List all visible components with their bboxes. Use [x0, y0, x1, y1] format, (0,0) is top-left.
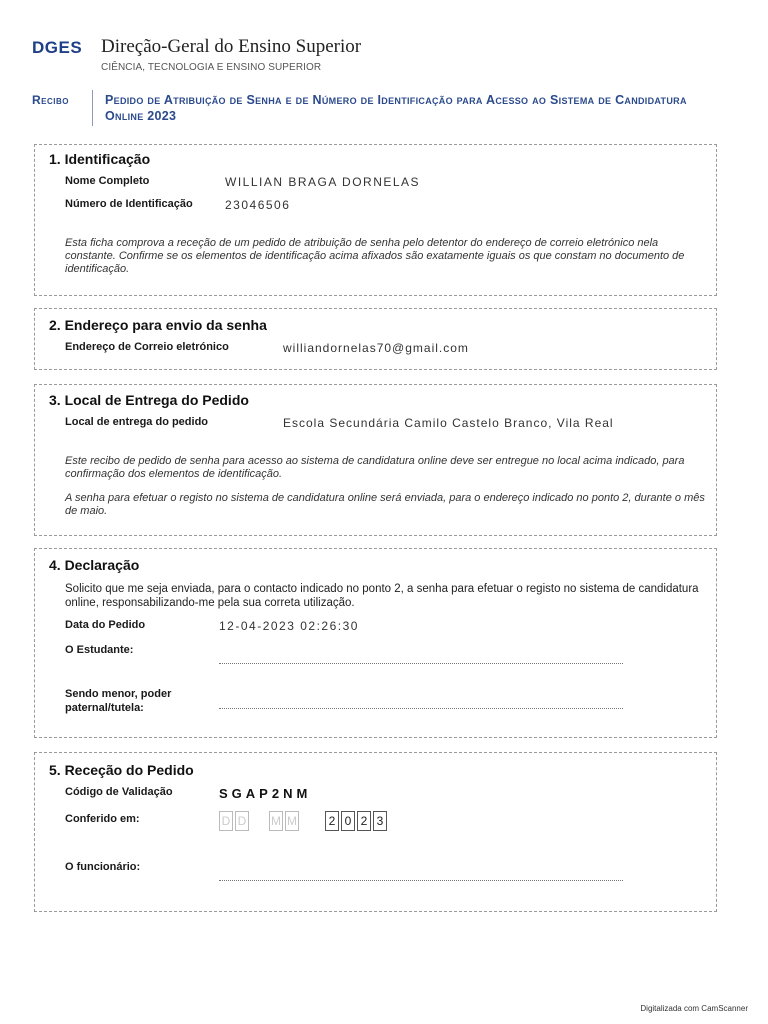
- year-digit-box: 2: [325, 811, 339, 831]
- day-box: D: [219, 811, 233, 831]
- year-digit-box: 3: [373, 811, 387, 831]
- year-digit-box: 0: [341, 811, 355, 831]
- request-date-label: Data do Pedido: [65, 619, 146, 631]
- id-value: 23046506: [225, 198, 291, 212]
- recibo-label: Recibo: [32, 93, 70, 107]
- identification-note: Esta ficha comprova a receção de um pedido de atribuição de senha pelo detentor do endereço de correio eletrónico nela constante. Confirme se os elementos de identificação acima afixados são exatamente iguais os que constam no documento de identificação.: [65, 237, 685, 275]
- student-signature-label: O Estudante:: [65, 644, 134, 656]
- scanner-watermark: Digitalizada com CamScanner: [640, 1004, 748, 1013]
- section-declaration: [34, 548, 717, 738]
- organization-title: Direção-Geral do Ensino Superior: [101, 36, 362, 57]
- password-note: A senha para efetuar o registo no sistema de candidatura online será enviada, para o endereço indicado no ponto 2, durante o mês de maio.: [65, 492, 705, 517]
- dges-logo: DGES: [32, 38, 83, 57]
- validation-code-label: Código de Validação: [65, 786, 173, 798]
- section-title: 1. Identificação: [49, 151, 151, 167]
- declaration-text: Solicito que me seja enviada, para o contacto indicado no ponto 2, a senha para efetuar o registo no sistema de candidatura online, responsabilizando-me pela sua correta utilização.: [65, 583, 699, 609]
- id-label: Número de Identificação: [65, 198, 193, 210]
- document-title: Pedido de Atribuição de Senha e de Número de Identificação para Acesso ao Sistema de Candidatura Online 2023: [105, 93, 687, 123]
- validation-code-value: SGAP2NM: [219, 786, 312, 801]
- checked-date-boxes: [219, 811, 409, 831]
- delivery-note: Este recibo de pedido de senha para acesso ao sistema de candidatura online deve ser entregue no local acima indicado, para confirmação dos elementos de identificação.: [65, 455, 685, 480]
- day-box: D: [235, 811, 249, 831]
- section-title: 5. Receção do Pedido: [49, 762, 194, 778]
- student-signature-line: [219, 663, 623, 664]
- location-label: Local de entrega do pedido: [65, 416, 209, 428]
- header-divider: [92, 90, 93, 126]
- year-digit-box: 2: [357, 811, 371, 831]
- section-reception: [34, 752, 717, 912]
- section-identification: [34, 144, 717, 296]
- name-value: WILLIAN BRAGA DORNELAS: [225, 175, 421, 189]
- checked-on-label: Conferido em:: [65, 813, 140, 825]
- organization-subtitle: CIÊNCIA, TECNOLOGIA E ENSINO SUPERIOR: [101, 62, 322, 73]
- email-label: Endereço de Correio eletrónico: [65, 341, 229, 353]
- staff-signature-label: O funcionário:: [65, 861, 141, 873]
- guardian-signature-line: [219, 708, 623, 709]
- location-value: Escola Secundária Camilo Castelo Branco, Vila Real: [283, 416, 614, 430]
- email-value: williandornelas70@gmail.com: [283, 341, 469, 355]
- section-title: 2. Endereço para envio da senha: [49, 317, 267, 333]
- section-title: 4. Declaração: [49, 557, 140, 573]
- section-delivery-location: [34, 384, 717, 536]
- month-box: M: [285, 811, 299, 831]
- section-email: [34, 308, 717, 370]
- guardian-signature-label-1: Sendo menor, poder: [65, 688, 172, 700]
- staff-signature-line: [219, 880, 623, 881]
- guardian-signature-label-2: paternal/tutela:: [65, 702, 144, 714]
- section-title: 3. Local de Entrega do Pedido: [49, 392, 249, 408]
- month-box: M: [269, 811, 283, 831]
- request-date-value: 12-04-2023 02:26:30: [219, 619, 359, 633]
- name-label: Nome Completo: [65, 175, 150, 187]
